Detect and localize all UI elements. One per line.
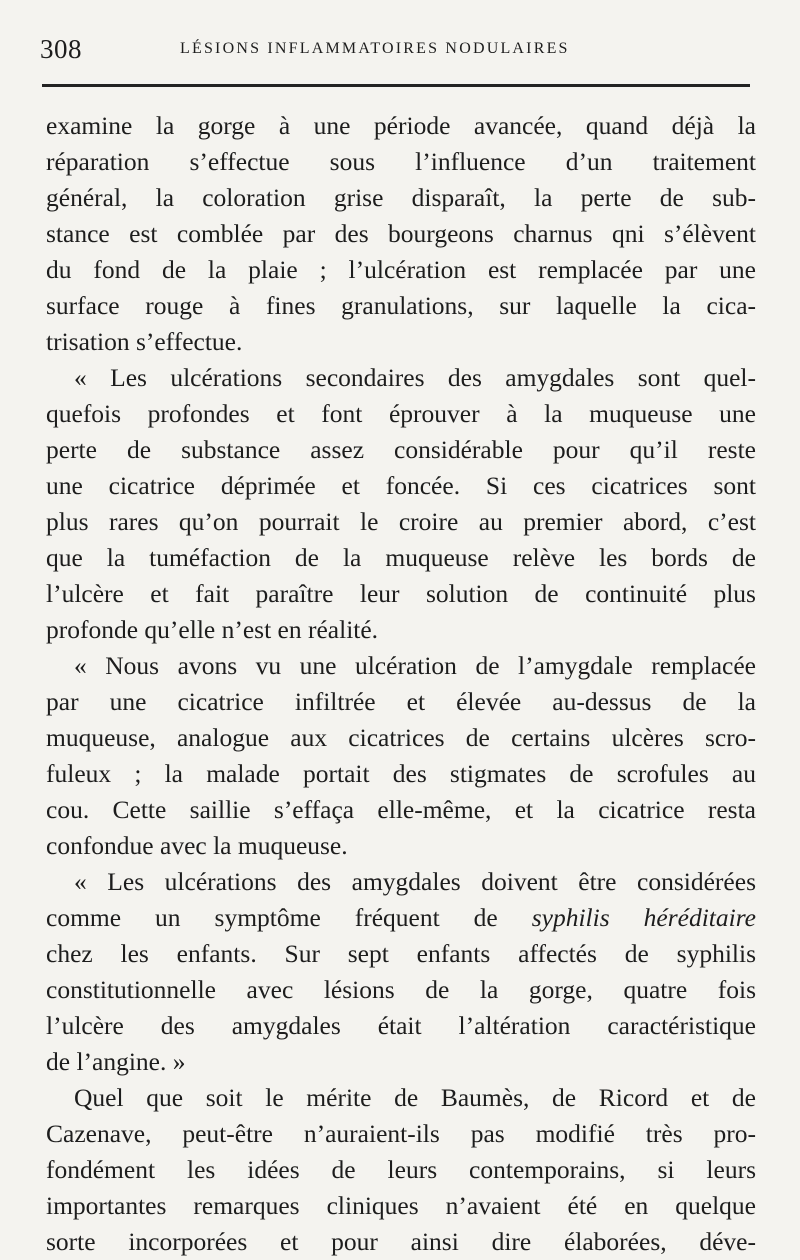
text-line: importantes remarques cliniques n’avaient été en quelque <box>46 1191 756 1220</box>
header-rule <box>42 84 750 87</box>
text-line: chez les enfants. Sur sept enfants affectés de syphilis <box>46 939 756 968</box>
text-line: profonde qu’elle n’est en réalité. <box>46 615 379 644</box>
text-line: l’ulcère des amygdales était l’altération caractéristique <box>46 1011 756 1040</box>
text-line: perte de substance assez considérable pour qu’il reste <box>46 435 756 464</box>
running-head: LÉSIONS INFLAMMATOIRES NODULAIRES <box>180 40 570 57</box>
text-line: muqueuse, analogue aux cicatrices de certains ulcères scro- <box>46 723 756 752</box>
text-line: quefois profondes et font éprouver à la muqueuse une <box>46 399 756 428</box>
text-line: que la tuméfaction de la muqueuse relève les bords de <box>46 543 756 572</box>
text-line: réparation s’effectue sous l’influence d’un traitement <box>46 147 756 176</box>
text-line: fondément les idées de leurs contemporains, si leurs <box>46 1155 756 1184</box>
text-line: surface rouge à fines granulations, sur laquelle la cica- <box>46 291 756 320</box>
text-line: du fond de la plaie ; l’ulcération est remplacée par une <box>46 255 756 284</box>
text-line: de l’angine. » <box>46 1047 186 1076</box>
body-text <box>46 108 756 1260</box>
text-line: examine la gorge à une période avancée, quand déjà la <box>46 111 756 140</box>
text-line: stance est comblée par des bourgeons charnus qni s’élèvent <box>46 219 756 248</box>
text-line: Cazenave, peut-être n’auraient-ils pas modifié très pro- <box>46 1119 756 1148</box>
text-line: confondue avec la muqueuse. <box>46 831 348 860</box>
italic-phrase: syphilis héréditaire <box>531 903 756 932</box>
text-line: « Les ulcérations secondaires des amygdales sont quel- <box>74 363 756 392</box>
text-line: trisation s’effectue. <box>46 327 243 356</box>
text-segment: comme un symptôme fréquent de <box>46 903 532 932</box>
text-line: Quel que soit le mérite de Baumès, de Ricord et de <box>74 1083 756 1112</box>
text-line: plus rares qu’on pourrait le croire au premier abord, c’est <box>46 507 756 536</box>
text-line: cou. Cette saillie s’effaça elle-même, et la cicatrice resta <box>46 795 756 824</box>
text-line: « Nous avons vu une ulcération de l’amygdale remplacée <box>74 651 756 680</box>
text-line: général, la coloration grise disparaît, la perte de sub- <box>46 183 756 212</box>
text-line: par une cicatrice infiltrée et élevée au-dessus de la <box>46 687 756 716</box>
text-line-with-italic <box>46 900 756 936</box>
text-line: constitutionnelle avec lésions de la gorge, quatre fois <box>46 975 756 1004</box>
text-line: l’ulcère et fait paraître leur solution de continuité plus <box>46 579 756 608</box>
text-line: fuleux ; la malade portait des stigmates de scrofules au <box>46 759 756 788</box>
page-number: 308 <box>40 34 82 64</box>
page-header <box>40 30 760 70</box>
text-line: « Les ulcérations des amygdales doivent être considérées <box>74 867 756 896</box>
text-line: sorte incorporées et pour ainsi dire élaborées, déve- <box>46 1227 756 1256</box>
text-line: une cicatrice déprimée et foncée. Si ces cicatrices sont <box>46 471 756 500</box>
